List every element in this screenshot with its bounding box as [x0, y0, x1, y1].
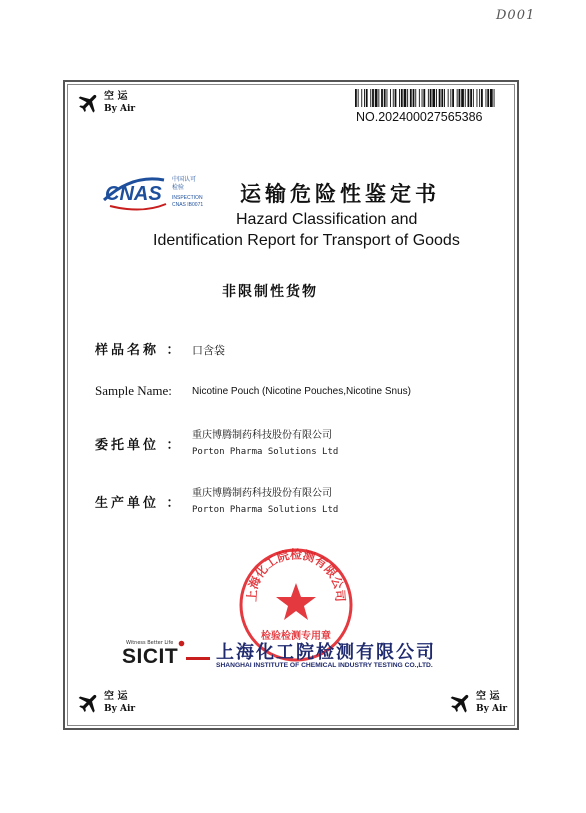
- barcode-bar: [432, 89, 435, 107]
- barcode-bar: [395, 89, 397, 107]
- title-english-line2: Identification Report for Transport of Goods: [153, 232, 460, 249]
- barcode-bar: [415, 89, 416, 107]
- sicit-logo: [122, 640, 178, 668]
- barcode-bar: [364, 89, 365, 107]
- barcode-bar: [490, 89, 493, 107]
- title-chinese: 运输危险性鉴定书: [240, 181, 440, 206]
- air-label-en: By Air: [476, 704, 508, 714]
- barcode-bar: [450, 89, 451, 107]
- barcode-bar: [413, 89, 415, 107]
- sample-name-en-value: Nicotine Pouch (Nicotine Pouches,Nicotine Snus): [192, 386, 411, 397]
- manufacturer-cn: 重庆博腾制药科技股份有限公司: [192, 488, 332, 499]
- barcode-bar: [468, 89, 470, 107]
- institute-name-en: SHANGHAI INSTITUTE OF CHEMICAL INDUSTRY TESTING CO.,LTD.: [216, 662, 433, 669]
- barcode-bar: [448, 89, 449, 107]
- barcode-bar: [428, 89, 429, 107]
- air-label-en: By Air: [104, 704, 136, 714]
- barcode-bar: [404, 89, 407, 107]
- barcode-bar: [375, 89, 378, 107]
- sample-name-en-label: Sample Name:: [95, 383, 172, 398]
- sicit-tagline: Witness Better Life: [126, 640, 174, 646]
- institute-accent-bar: [186, 657, 210, 660]
- manufacturer-en: Porton Pharma Solutions Ltd: [192, 505, 339, 515]
- svg-text:CNAS IB0071: CNAS IB0071: [172, 202, 204, 208]
- barcode-bar: [378, 89, 379, 107]
- barcode-bar: [459, 89, 461, 107]
- svg-text:CNAS: CNAS: [105, 183, 162, 205]
- barcode-bar: [361, 89, 362, 107]
- svg-text:检验: 检验: [172, 184, 185, 191]
- svg-text:中国认可: 中国认可: [172, 176, 197, 183]
- barcode-bar: [436, 89, 437, 107]
- manufacturer-label: 生产单位 ：: [95, 496, 183, 511]
- barcode-bar: [430, 89, 432, 107]
- barcode-bar: [387, 89, 388, 107]
- barcode-bar: [473, 89, 474, 107]
- airplane-icon: [76, 90, 102, 116]
- sample-name-cn-value: 口含袋: [192, 344, 225, 357]
- airplane-icon: [76, 690, 102, 716]
- air-label-cn: 空 运: [476, 691, 500, 702]
- barcode-bar: [441, 89, 443, 107]
- client-label: 委托单位 ：: [95, 438, 183, 453]
- barcode-bar: [486, 89, 487, 107]
- barcode-bar: [470, 89, 472, 107]
- by-air-badge-bottom-left: [76, 690, 135, 716]
- air-label-en: By Air: [104, 104, 136, 114]
- barcode-bar: [481, 89, 483, 107]
- barcode-bar: [407, 89, 408, 107]
- svg-text:检验检测专用章: 检验检测专用章: [261, 631, 331, 642]
- barcode-bar: [452, 89, 454, 107]
- barcode-bar: [423, 89, 425, 107]
- handwritten-note: D001: [496, 8, 536, 23]
- barcode-bar: [487, 89, 489, 107]
- air-label-cn: 空 运: [104, 691, 128, 702]
- client-cn: 重庆博腾制药科技股份有限公司: [192, 430, 332, 441]
- barcode-graphic: [355, 89, 495, 107]
- barcode-bar: [384, 89, 386, 107]
- barcode-bar: [390, 89, 391, 107]
- svg-text:上海化工院检测有限公司: 上海化工院检测有限公司: [244, 547, 348, 603]
- by-air-badge-bottom-right: [448, 690, 507, 716]
- barcode-bar: [358, 89, 359, 107]
- barcode-bar: [494, 89, 495, 107]
- client-en: Porton Pharma Solutions Ltd: [192, 447, 339, 457]
- sicit-wordmark: SICIT: [122, 645, 179, 668]
- barcode-bar: [393, 89, 394, 107]
- by-air-badge-top-left: [76, 90, 135, 116]
- barcode-bar: [410, 89, 412, 107]
- svg-text:INSPECTION: INSPECTION: [172, 195, 203, 201]
- cnas-logo: [102, 170, 222, 216]
- barcode-bar: [422, 89, 423, 107]
- barcode-bar: [355, 89, 357, 107]
- barcode-bar: [477, 89, 478, 107]
- barcode-bar: [457, 89, 458, 107]
- sicit-dot-icon: [178, 640, 185, 647]
- barcode-bar: [479, 89, 480, 107]
- barcode-bar: [444, 89, 445, 107]
- air-label-cn: 空 运: [104, 91, 128, 102]
- report-number: NO.202400027565386: [356, 110, 483, 124]
- barcode-bar: [419, 89, 420, 107]
- barcode-bar: [401, 89, 403, 107]
- institute-name-cn: 上海化工院检测有限公司: [216, 642, 436, 663]
- barcode-bar: [439, 89, 441, 107]
- sample-name-cn-label: 样品名称 ：: [95, 343, 183, 358]
- classification-result: 非限制性货物: [222, 284, 318, 300]
- barcode-bar: [399, 89, 400, 107]
- barcode-bar: [465, 89, 466, 107]
- barcode-bar: [381, 89, 383, 107]
- airplane-icon: [448, 690, 474, 716]
- barcode-bar: [461, 89, 464, 107]
- title-english-line1: Hazard Classification and: [236, 211, 418, 228]
- barcode-bar: [372, 89, 374, 107]
- barcode-bar: [366, 89, 368, 107]
- barcode-bar: [370, 89, 371, 107]
